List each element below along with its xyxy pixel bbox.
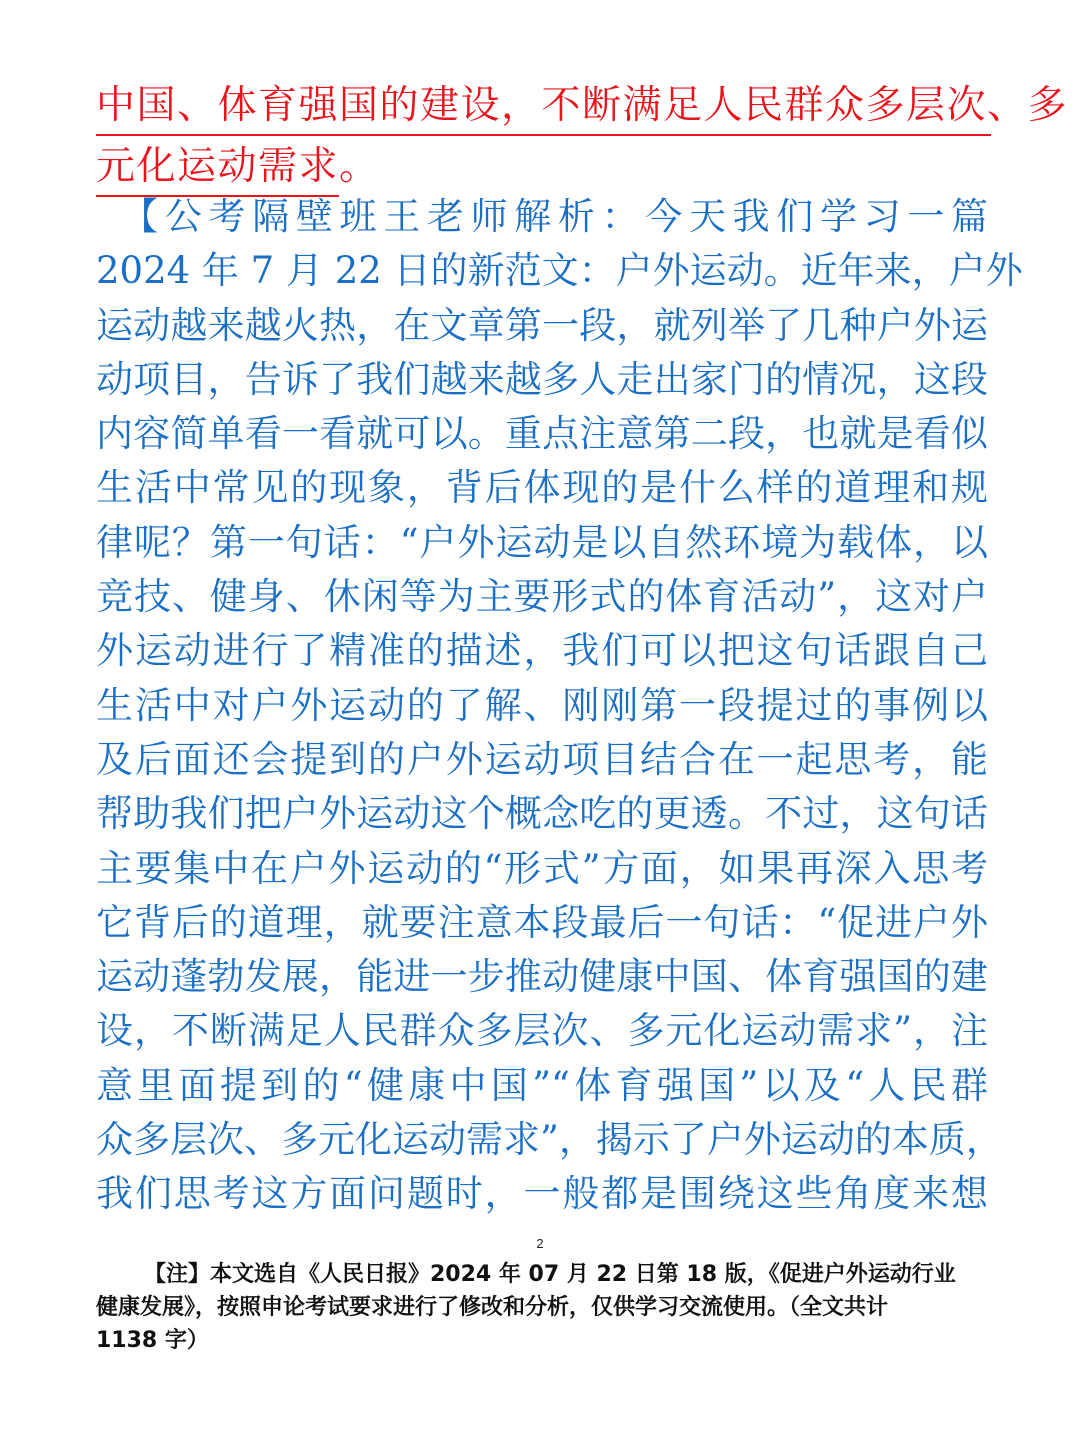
analysis-line: 外运动进行了精准的描述，我们可以把这句话跟自己: [96, 629, 988, 673]
analysis-line: 我们思考这方面问题时，一般都是围绕这些角度来想: [96, 1172, 988, 1216]
analysis-line: 【公考隔壁班王老师解析：今天我们学习一篇: [96, 195, 988, 238]
analysis-line: 律呢？第一句话：“户外运动是以自然环境为载体，以: [96, 520, 988, 564]
analysis-line: 生活中对户外运动的了解、刚刚第一段提过的事例以: [96, 683, 988, 727]
page-number: 2: [536, 1236, 544, 1251]
analysis-line: 动项目，告诉了我们越来越多人走出家门的情况，这段: [96, 357, 988, 401]
red-text-line-2: 元化运动需求: [96, 139, 339, 197]
highlighted-red-text: [96, 78, 1069, 192]
note-line: 健康发展》，按照申论考试要求进行了修改和分析，仅供学习交流使用。（全文共计: [96, 1295, 889, 1320]
analysis-paragraph: [96, 190, 1023, 1222]
analysis-line: 内容简单看一看就可以。重点注意第二段，也就是看似: [96, 412, 988, 456]
analysis-line: 意里面提到的“健康中国”“体育强国”以及“人民群: [96, 1063, 988, 1107]
analysis-line: 帮助我们把户外运动这个概念吃的更透。不过，这句话: [96, 792, 988, 836]
note-line: 1138 字）: [96, 1328, 209, 1353]
analysis-line: 主要集中在户外运动的“形式”方面，如果再深入思考: [96, 846, 988, 890]
analysis-line: 及后面还会提到的户外运动项目结合在一起思考，能: [96, 737, 988, 781]
analysis-line: 众多层次、多元化运动需求”，揭示了户外运动的本质，: [96, 1118, 1003, 1162]
red-text-period: 。: [339, 144, 379, 189]
analysis-line: 它背后的道理，就要注意本段最后一句话：“促进户外: [96, 900, 988, 944]
analysis-line: 设，不断满足人民群众多层次、多元化运动需求”，注: [96, 1009, 988, 1053]
analysis-line: 运动蓬勃发展，能进一步推动健康中国、体育强国的建: [96, 955, 988, 999]
red-text-line-1: 中国、体育强国的建设，不断满足人民群众多层次、多: [96, 78, 991, 136]
note-line: 【注】本文选自《人民日报》2024 年 07 月 22 日第 18 版，《促进户外运动行业: [144, 1262, 956, 1287]
analysis-line: 生活中常见的现象，背后体现的是什么样的道理和规: [96, 466, 988, 510]
analysis-line: 运动越来越火热，在文章第一段，就列举了几种户外运: [96, 303, 988, 347]
source-note: [96, 1258, 988, 1357]
analysis-line: 2024 年 7 月 22 日的新范文：户外运动。近年来，户外: [96, 249, 1023, 293]
analysis-line: 竞技、健身、休闲等为主要形式的体育活动”，这对户: [96, 575, 988, 619]
